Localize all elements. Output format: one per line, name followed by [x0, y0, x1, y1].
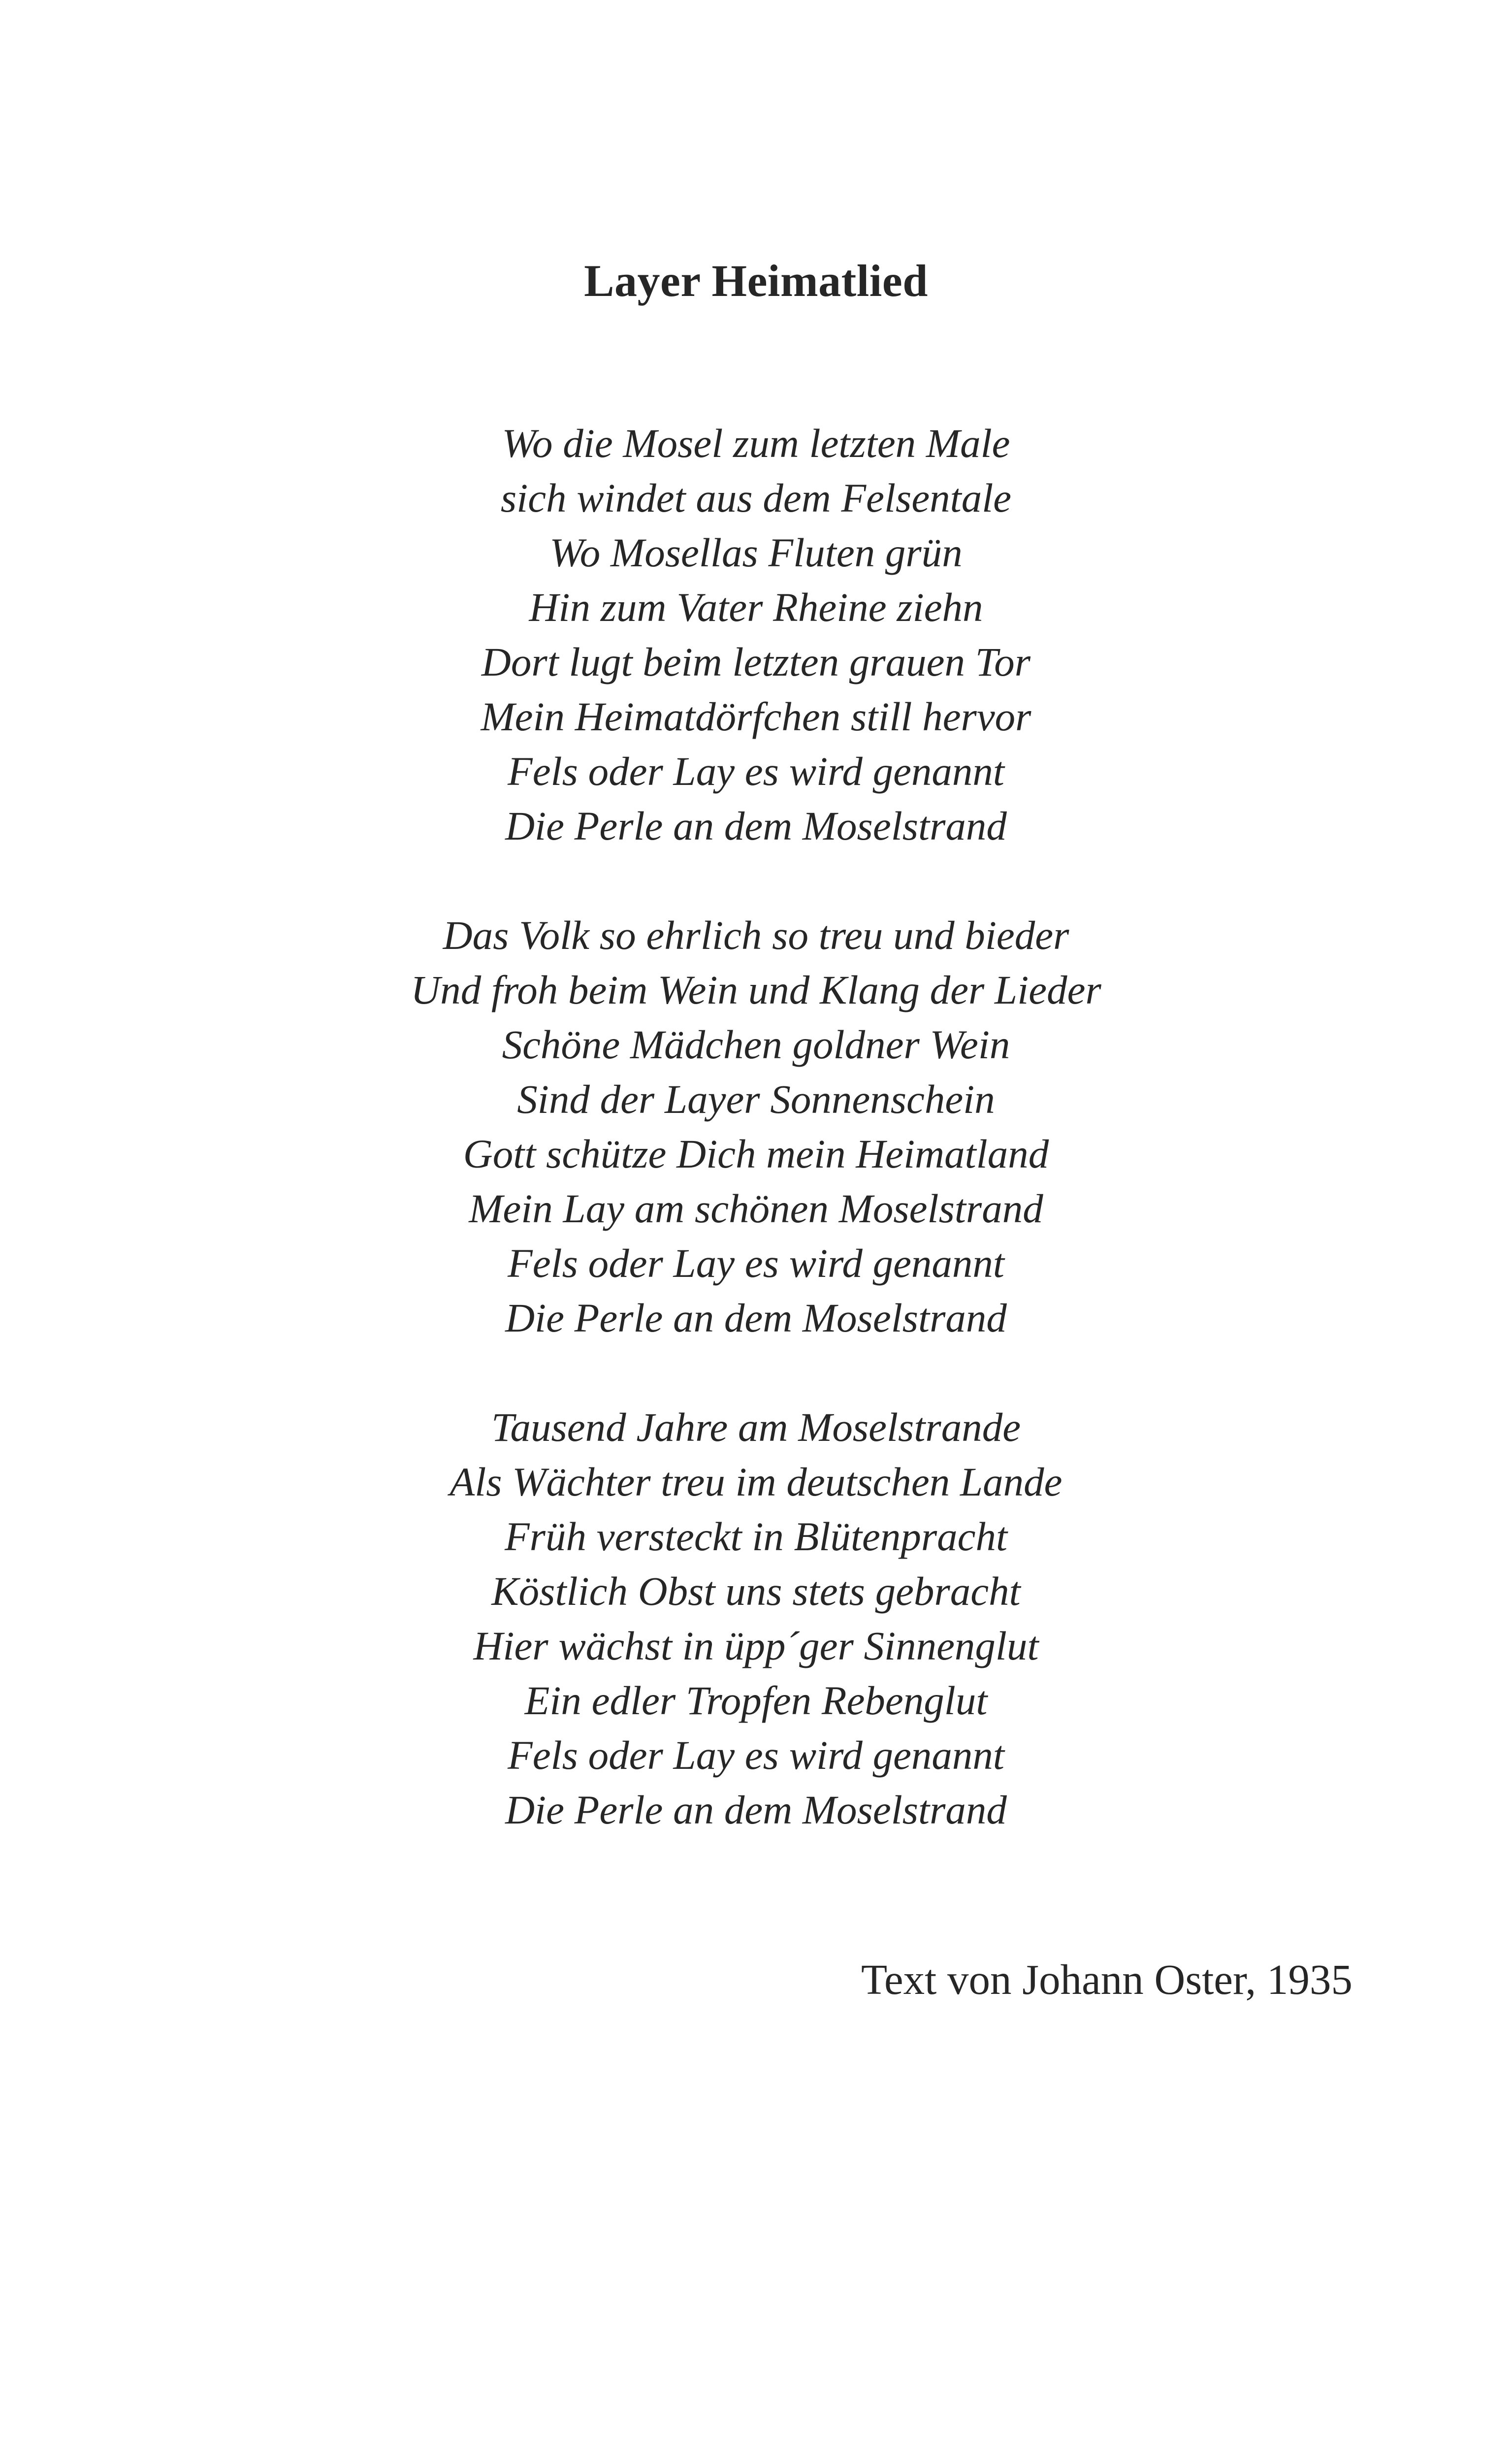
- poem-line: Sind der Layer Sonnenschein: [517, 1076, 995, 1122]
- poem-line: Fels oder Lay es wird genannt: [508, 749, 1004, 794]
- poem-line: Schöne Mädchen goldner Wein: [502, 1022, 1010, 1067]
- poem: [0, 416, 1512, 1837]
- stanza-2: [0, 908, 1512, 1345]
- poem-line: Tausend Jahre am Moselstrande: [491, 1404, 1021, 1450]
- stanza-1: [0, 416, 1512, 853]
- poem-line: Köstlich Obst uns stets gebracht: [491, 1568, 1021, 1614]
- poem-line: Dort lugt beim letzten grauen Tor: [481, 639, 1031, 684]
- poem-line: Fels oder Lay es wird genannt: [508, 1732, 1004, 1778]
- poem-line: Früh versteckt in Blütenpracht: [504, 1514, 1008, 1559]
- poem-line: Und froh beim Wein und Klang der Lieder: [411, 967, 1101, 1012]
- poem-line: Hin zum Vater Rheine ziehn: [529, 585, 983, 630]
- poem-line: Mein Lay am schönen Moselstrand: [469, 1186, 1043, 1231]
- poem-line: Mein Heimatdörfchen still hervor: [481, 694, 1031, 739]
- poem-line: Hier wächst in üpp´ger Sinnenglut: [473, 1623, 1039, 1668]
- poem-line: Die Perle an dem Moselstrand: [505, 1295, 1007, 1340]
- poem-line: Wo Mosellas Fluten grün: [549, 530, 963, 575]
- stanza-3: [0, 1400, 1512, 1837]
- poem-line: Gott schütze Dich mein Heimatland: [463, 1131, 1049, 1176]
- poem-line: Wo die Mosel zum letzten Male: [502, 421, 1010, 466]
- poem-line: Die Perle an dem Moselstrand: [505, 1787, 1007, 1832]
- author-credit: Text von Johann Oster, 1935: [861, 1955, 1352, 2003]
- page-title: Layer Heimatlied: [584, 256, 928, 306]
- poem-line: Als Wächter treu im deutschen Lande: [450, 1459, 1062, 1504]
- poem-line: sich windet aus dem Felsentale: [500, 475, 1012, 521]
- poem-line: Fels oder Lay es wird genannt: [508, 1240, 1004, 1286]
- poem-line: Das Volk so ehrlich so treu und bieder: [443, 912, 1069, 958]
- poem-line: Ein edler Tropfen Rebenglut: [524, 1678, 988, 1723]
- poem-line: Die Perle an dem Moselstrand: [505, 803, 1007, 848]
